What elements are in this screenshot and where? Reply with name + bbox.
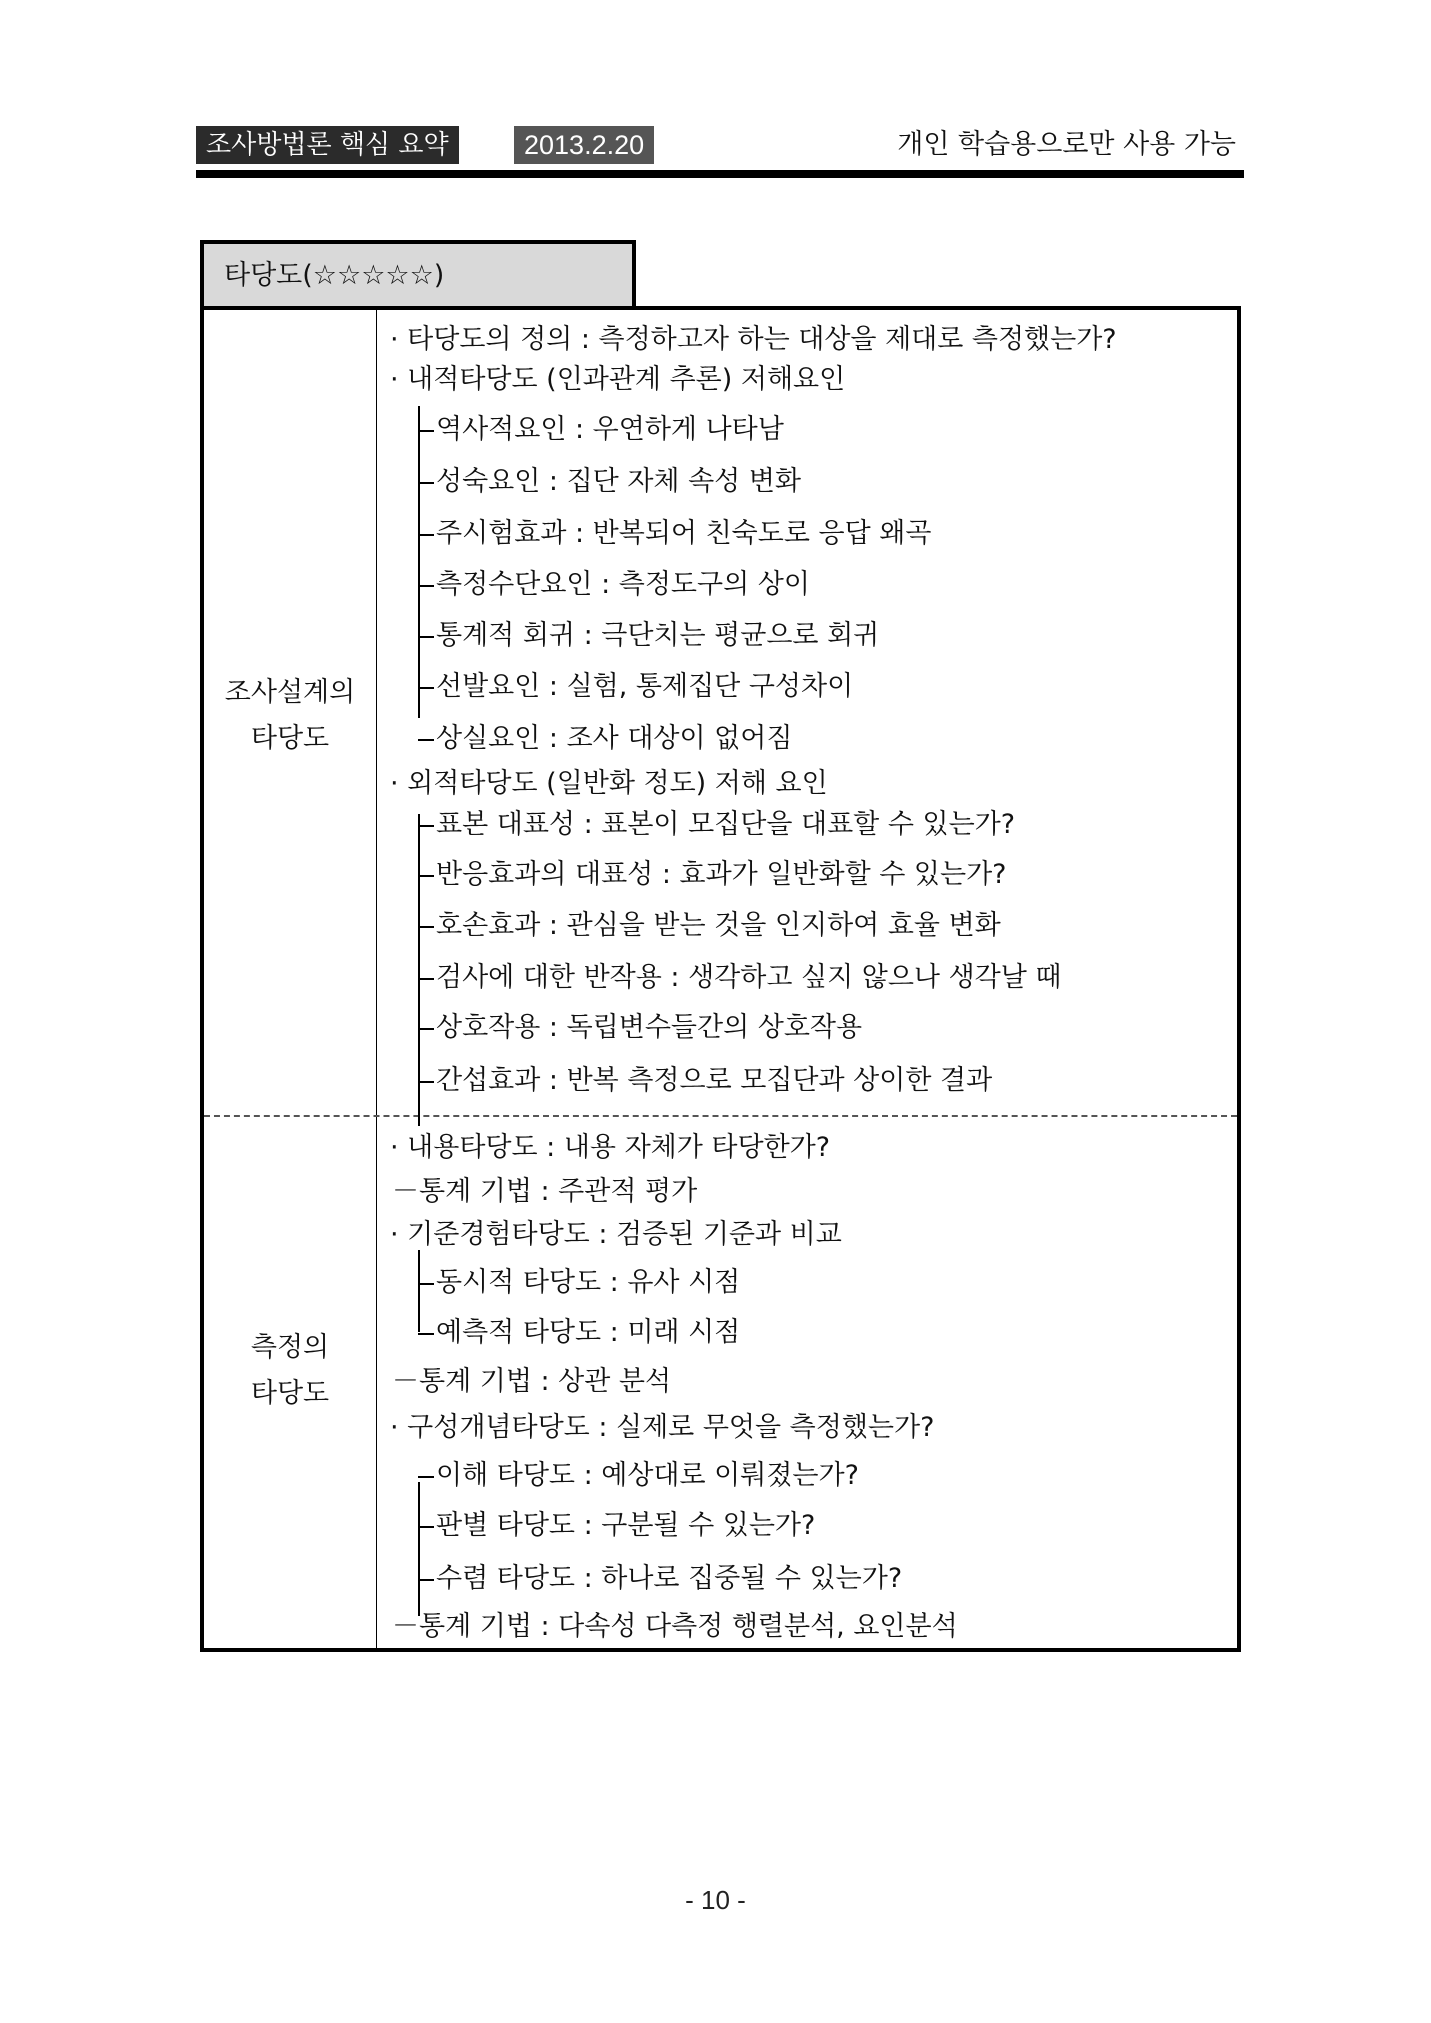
tree-tick <box>418 739 434 741</box>
list-item: －통계 기법 : 상관 분석 <box>392 1366 672 1397</box>
tree-tick <box>418 636 434 638</box>
sub-item: 역사적요인 : 우연하게 나타남 <box>436 414 784 445</box>
header-date: 2013.2.20 <box>514 126 654 164</box>
tree-tick <box>418 1333 434 1335</box>
tree-tick <box>418 687 434 689</box>
tree-branch <box>418 1482 420 1616</box>
list-item: －통계 기법 : 다속성 다측정 행렬분석, 요인분석 <box>392 1611 958 1642</box>
validity-table <box>200 306 1241 1652</box>
list-item: · 타당도의 정의 : 측정하고자 하는 대상을 제대로 측정했는가? <box>390 324 1117 355</box>
header-title: 조사방법론 핵심 요약 <box>196 126 459 164</box>
sub-item: 통계적 회귀 : 극단치는 평균으로 회귀 <box>436 620 880 651</box>
list-item: · 내용타당도 : 내용 자체가 타당한가? <box>390 1132 831 1163</box>
tree-tick <box>418 1476 434 1478</box>
list-item: · 외적타당도 (일반화 정도) 저해 요인 <box>390 768 828 799</box>
tree-tick <box>418 1028 434 1030</box>
tree-tick <box>418 482 434 484</box>
page-header <box>196 122 1244 178</box>
sub-item: 동시적 타당도 : 유사 시점 <box>436 1267 741 1298</box>
header-note: 개인 학습용으로만 사용 가능 <box>897 129 1236 160</box>
sub-item: 성숙요인 : 집단 자체 속성 변화 <box>436 466 801 497</box>
sub-item: 간섭효과 : 반복 측정으로 모집단과 상이한 결과 <box>436 1065 993 1096</box>
section-tab: 타당도(☆☆☆☆☆) <box>200 240 636 308</box>
tree-tick <box>418 1579 434 1581</box>
page-number: - 10 - <box>685 1885 746 1915</box>
group-label-design: 조사설계의 타당도 <box>224 677 356 754</box>
sub-item: 주시험효과 : 반복되어 친숙도로 응답 왜곡 <box>436 518 932 549</box>
sub-item: 이해 타당도 : 예상대로 이뤄졌는가? <box>436 1460 859 1491</box>
tree-tick <box>418 926 434 928</box>
tree-branch <box>418 406 420 718</box>
tree-tick <box>418 430 434 432</box>
sub-item: 표본 대표성 : 표본이 모집단을 대표할 수 있는가? <box>436 809 1016 840</box>
tree-tick <box>418 875 434 877</box>
group-label-measurement: 측정의 타당도 <box>250 1332 330 1409</box>
list-item: · 기준경험타당도 : 검증된 기준과 비교 <box>390 1219 842 1250</box>
sub-item: 측정수단요인 : 측정도구의 상이 <box>436 569 810 600</box>
column-divider <box>376 310 377 1648</box>
tree-tick <box>418 978 434 980</box>
tree-branch <box>418 814 420 1126</box>
sub-item: 판별 타당도 : 구분될 수 있는가? <box>436 1510 816 1541</box>
tree-tick <box>418 534 434 536</box>
sub-item: 선발요인 : 실험, 통제집단 구성차이 <box>436 671 854 702</box>
sub-item: 수렴 타당도 : 하나로 집중될 수 있는가? <box>436 1563 903 1594</box>
group-divider <box>204 1115 1237 1117</box>
list-item: －통계 기법 : 주관적 평가 <box>392 1176 698 1207</box>
sub-item: 검사에 대한 반작용 : 생각하고 싶지 않으나 생각날 때 <box>436 962 1062 993</box>
tree-tick <box>418 1526 434 1528</box>
list-item: · 내적타당도 (인과관계 추론) 저해요인 <box>390 364 846 395</box>
tree-tick <box>418 1081 434 1083</box>
sub-item: 호손효과 : 관심을 받는 것을 인지하여 효율 변화 <box>436 910 1001 941</box>
tree-tick <box>418 825 434 827</box>
sub-item: 예측적 타당도 : 미래 시점 <box>436 1317 741 1348</box>
tree-tick <box>418 1283 434 1285</box>
sub-item: 상호작용 : 독립변수들간의 상호작용 <box>436 1012 863 1043</box>
tree-branch <box>418 1250 420 1332</box>
tree-tick <box>418 585 434 587</box>
list-item: · 구성개념타당도 : 실제로 무엇을 측정했는가? <box>390 1412 935 1443</box>
sub-item: 상실요인 : 조사 대상이 없어짐 <box>436 723 793 754</box>
sub-item: 반응효과의 대표성 : 효과가 일반화할 수 있는가? <box>436 859 1007 890</box>
